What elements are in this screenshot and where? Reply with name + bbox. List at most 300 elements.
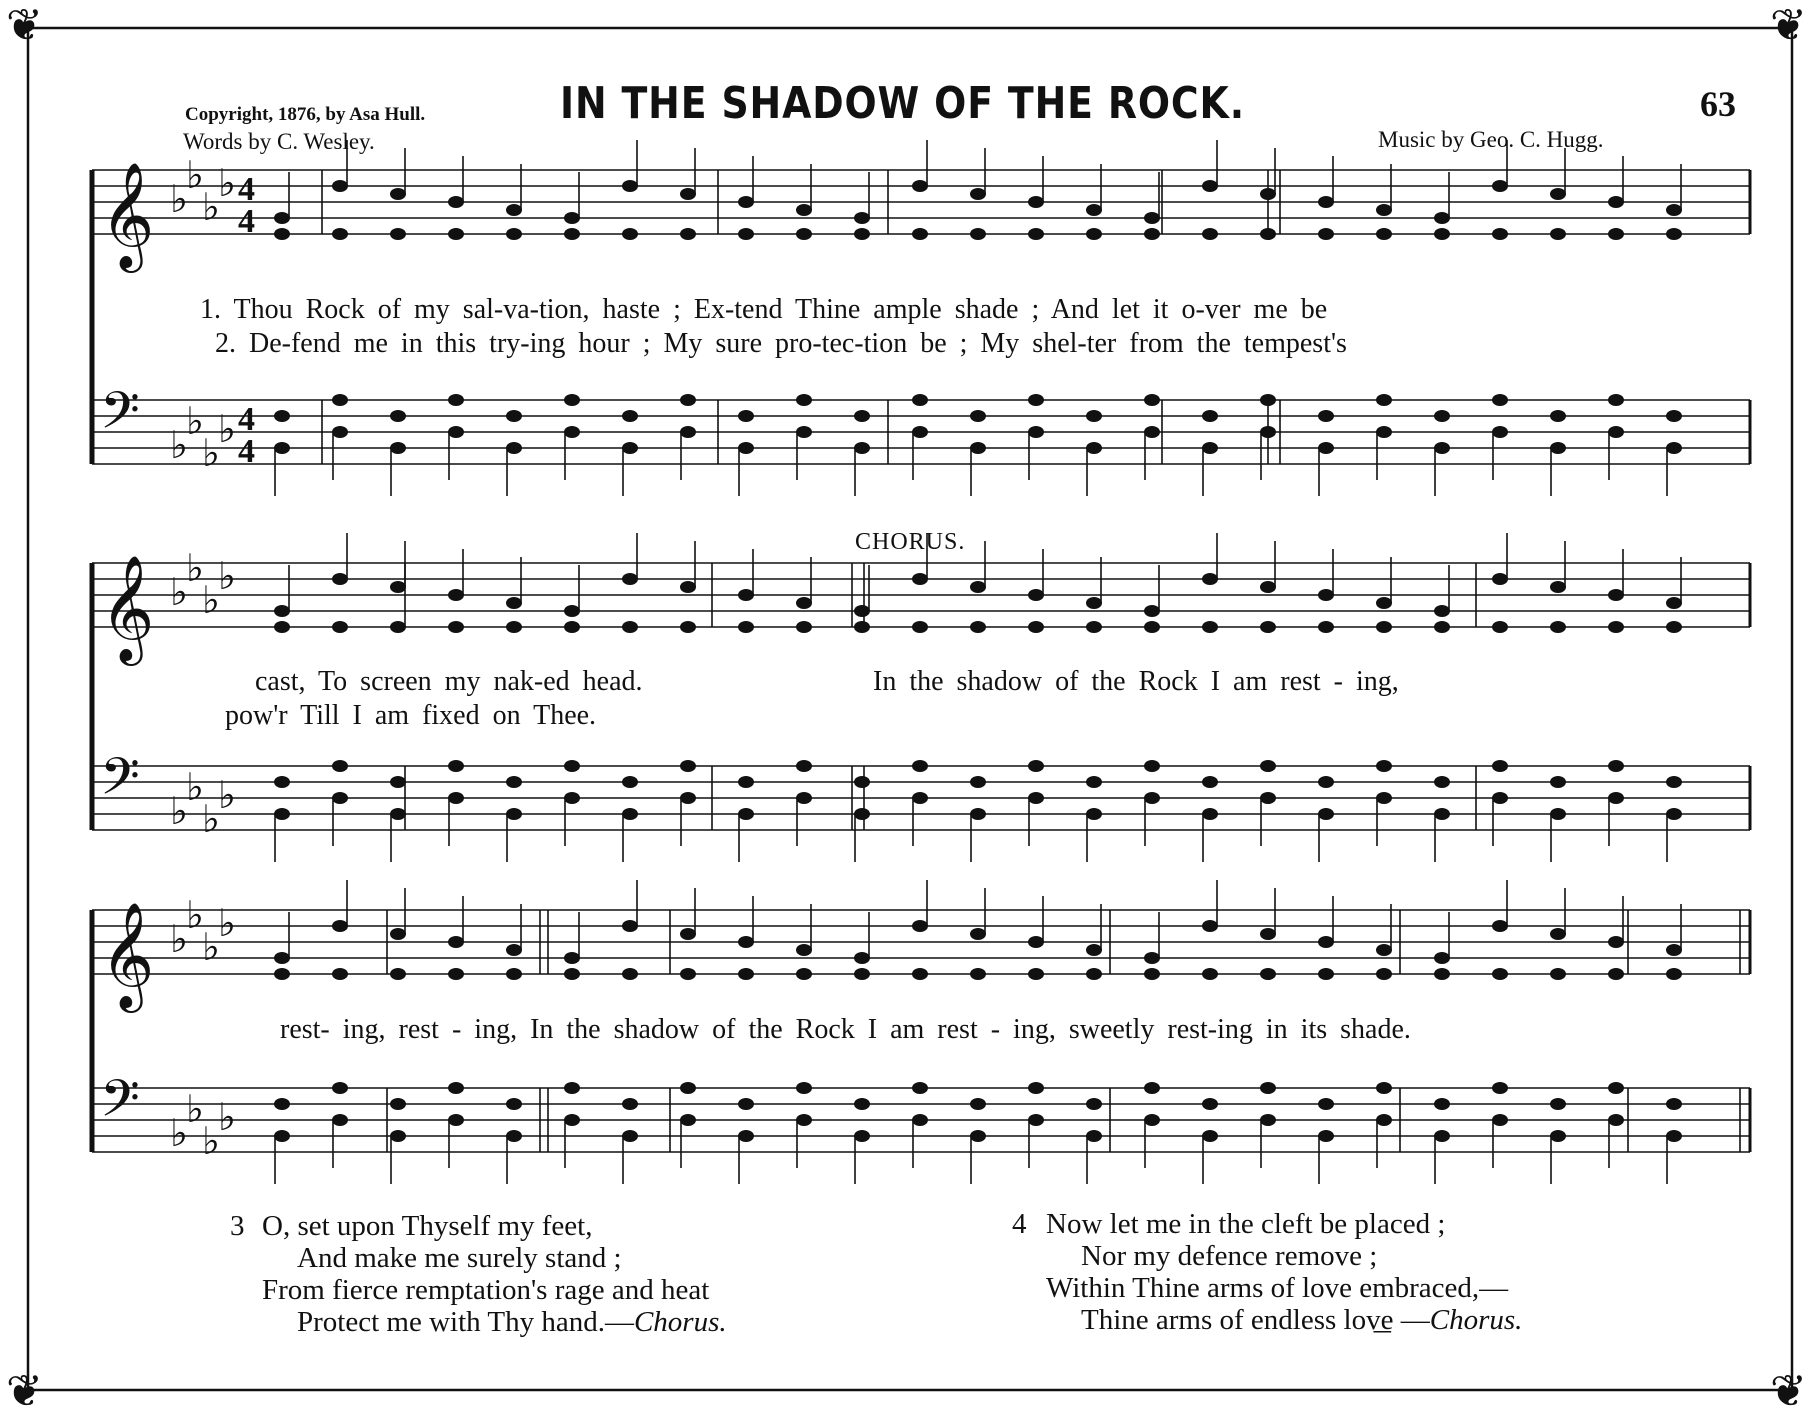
note-head — [1492, 621, 1508, 633]
note-head — [390, 808, 406, 820]
note-head — [854, 621, 870, 633]
note-head — [1492, 760, 1508, 772]
note-head — [506, 597, 522, 609]
flat-icon: ♭ — [186, 1087, 204, 1131]
note-head — [854, 952, 870, 964]
chorus-label: CHORUS. — [855, 529, 966, 555]
note-head — [1376, 394, 1392, 406]
note-head — [1260, 792, 1276, 804]
note-head — [1608, 1114, 1624, 1126]
note-head — [1144, 212, 1160, 224]
note-head — [1144, 792, 1160, 804]
flat-icon: ♭ — [170, 177, 188, 221]
note-head — [1492, 426, 1508, 438]
note-head — [1492, 180, 1508, 192]
note-head — [912, 760, 928, 772]
note-head — [738, 196, 754, 208]
note-head — [1144, 968, 1160, 980]
note-head — [1260, 928, 1276, 940]
flat-icon: ♭ — [218, 407, 236, 451]
note-head — [970, 776, 986, 788]
note-head — [448, 394, 464, 406]
note-head — [1318, 808, 1334, 820]
note-head — [506, 410, 522, 422]
time-signature: 4 — [238, 401, 255, 438]
note-head — [738, 621, 754, 633]
stanza-4-number: 4 — [1012, 1208, 1027, 1240]
note-head — [332, 573, 348, 585]
note-head — [738, 1130, 754, 1142]
note-head — [1608, 228, 1624, 240]
note-head — [796, 1114, 812, 1126]
note-head — [970, 188, 986, 200]
note-head — [1202, 442, 1218, 454]
note-head — [506, 442, 522, 454]
note-head — [506, 1098, 522, 1110]
note-head — [1318, 936, 1334, 948]
flat-icon: ♭ — [186, 153, 204, 197]
note-head — [796, 968, 812, 980]
note-head — [854, 410, 870, 422]
note-head — [274, 605, 290, 617]
note-head — [622, 573, 638, 585]
note-head — [680, 1082, 696, 1094]
note-head — [1144, 952, 1160, 964]
note-head — [1550, 581, 1566, 593]
note-head — [274, 621, 290, 633]
copyright-notice: Copyright, 1876, by Asa Hull. — [185, 104, 426, 125]
note-head — [564, 1114, 580, 1126]
note-head — [1086, 228, 1102, 240]
flat-icon: ♭ — [186, 765, 204, 809]
note-head — [1492, 1114, 1508, 1126]
note-head — [1434, 410, 1450, 422]
note-head — [506, 228, 522, 240]
note-head — [912, 228, 928, 240]
note-head — [1492, 228, 1508, 240]
note-head — [506, 808, 522, 820]
note-head — [1666, 1098, 1682, 1110]
note-head — [1550, 968, 1566, 980]
note-head — [970, 228, 986, 240]
note-head — [1666, 410, 1682, 422]
note-head — [622, 410, 638, 422]
note-head — [274, 442, 290, 454]
note-head — [1028, 760, 1044, 772]
note-head — [680, 426, 696, 438]
note-head — [332, 1114, 348, 1126]
note-head — [1028, 196, 1044, 208]
flat-icon: ♭ — [170, 789, 188, 833]
note-head — [912, 621, 928, 633]
flat-icon: ♭ — [170, 1111, 188, 1155]
note-head — [390, 928, 406, 940]
note-head — [1318, 589, 1334, 601]
note-head — [1550, 1130, 1566, 1142]
note-head — [680, 581, 696, 593]
note-head — [680, 968, 696, 980]
note-head — [506, 204, 522, 216]
flat-icon: ♭ — [202, 1119, 220, 1163]
note-head — [1260, 228, 1276, 240]
note-head — [1376, 792, 1392, 804]
note-head — [506, 968, 522, 980]
note-head — [970, 442, 986, 454]
note-head — [1376, 621, 1392, 633]
note-head — [970, 928, 986, 940]
note-head — [854, 808, 870, 820]
note-head — [854, 1098, 870, 1110]
note-head — [1318, 1130, 1334, 1142]
note-head — [1318, 228, 1334, 240]
flat-icon: ♭ — [202, 797, 220, 841]
note-head — [1376, 1082, 1392, 1094]
flat-icon: ♭ — [218, 773, 236, 817]
note-head — [854, 212, 870, 224]
note-head — [680, 394, 696, 406]
note-head — [912, 426, 928, 438]
note-head — [680, 928, 696, 940]
note-head — [1550, 442, 1566, 454]
note-head — [390, 228, 406, 240]
note-head — [506, 621, 522, 633]
note-head — [1202, 776, 1218, 788]
note-head — [1376, 968, 1392, 980]
note-head — [1028, 792, 1044, 804]
note-head — [1434, 952, 1450, 964]
note-head — [1550, 928, 1566, 940]
note-head — [738, 808, 754, 820]
note-head — [912, 180, 928, 192]
note-head — [564, 792, 580, 804]
note-head — [1086, 410, 1102, 422]
note-head — [1434, 621, 1450, 633]
note-head — [970, 581, 986, 593]
flat-icon: ♭ — [186, 893, 204, 937]
note-head — [1260, 968, 1276, 980]
corner-ornament-icon: ❦ — [6, 1366, 43, 1417]
note-head — [1144, 621, 1160, 633]
note-head — [1202, 808, 1218, 820]
note-head — [274, 1130, 290, 1142]
lyric-line-verse2: 2. De-fend me in this try-ing hour ; My sure pro-tec-tion be ; My shel-ter from the tempest's — [215, 328, 1347, 359]
stanza-4-line-1: Now let me in the cleft be placed ; — [1046, 1208, 1446, 1240]
note-head — [1434, 1130, 1450, 1142]
note-head — [1376, 1114, 1392, 1126]
note-head — [796, 621, 812, 633]
note-head — [1666, 442, 1682, 454]
note-head — [1550, 188, 1566, 200]
flat-icon: ♭ — [218, 554, 236, 598]
lyric-line-verse1: 1. Thou Rock of my sal-va-tion, haste ; Ex-tend Thine ample shade ; And let it o-ver me be — [200, 294, 1328, 325]
note-head — [1260, 188, 1276, 200]
note-head — [332, 621, 348, 633]
note-head — [622, 442, 638, 454]
note-head — [1666, 808, 1682, 820]
note-head — [1434, 808, 1450, 820]
note-head — [1144, 1082, 1160, 1094]
note-head — [332, 394, 348, 406]
note-head — [274, 776, 290, 788]
note-head — [738, 410, 754, 422]
note-head — [448, 621, 464, 633]
note-head — [1608, 589, 1624, 601]
note-head — [1318, 410, 1334, 422]
note-head — [390, 621, 406, 633]
note-head — [1492, 394, 1508, 406]
note-head — [274, 228, 290, 240]
note-head — [1608, 792, 1624, 804]
time-signature: 4 — [238, 203, 255, 240]
note-head — [1666, 204, 1682, 216]
note-head — [274, 1098, 290, 1110]
note-head — [1086, 944, 1102, 956]
note-head — [622, 808, 638, 820]
chorus-mark: Chorus. — [1429, 1304, 1523, 1336]
note-head — [1666, 621, 1682, 633]
note-head — [1086, 808, 1102, 820]
note-head — [332, 180, 348, 192]
note-head — [1550, 776, 1566, 788]
note-head — [622, 968, 638, 980]
note-head — [332, 1082, 348, 1094]
note-head — [332, 228, 348, 240]
note-head — [622, 228, 638, 240]
note-head — [274, 968, 290, 980]
note-head — [1434, 605, 1450, 617]
note-head — [738, 968, 754, 980]
note-head — [912, 573, 928, 585]
treble-clef-icon: 𝄞 — [100, 161, 155, 268]
bass-clef-icon: 𝄢 — [100, 746, 140, 819]
page-number: 63 — [1700, 84, 1736, 124]
note-head — [448, 228, 464, 240]
note-head — [1608, 394, 1624, 406]
note-head — [1666, 228, 1682, 240]
note-head — [796, 944, 812, 956]
note-head — [564, 212, 580, 224]
note-head — [564, 968, 580, 980]
note-head — [796, 228, 812, 240]
note-head — [1608, 968, 1624, 980]
note-head — [1608, 621, 1624, 633]
note-head — [912, 394, 928, 406]
note-head — [506, 1130, 522, 1142]
note-head — [564, 426, 580, 438]
note-head — [564, 760, 580, 772]
note-head — [390, 188, 406, 200]
flat-icon: ♭ — [202, 925, 220, 969]
note-head — [622, 1098, 638, 1110]
note-head — [738, 589, 754, 601]
note-head — [1028, 936, 1044, 948]
note-head — [854, 776, 870, 788]
note-head — [1608, 760, 1624, 772]
note-head — [1028, 1082, 1044, 1094]
note-head — [1550, 228, 1566, 240]
note-head — [854, 968, 870, 980]
note-head — [1028, 228, 1044, 240]
note-head — [274, 952, 290, 964]
note-head — [448, 1114, 464, 1126]
flat-icon: ♭ — [170, 917, 188, 961]
note-head — [970, 1130, 986, 1142]
note-head — [1318, 621, 1334, 633]
note-head — [564, 394, 580, 406]
note-head — [1492, 968, 1508, 980]
lyric-line-verse2-end: pow'r Till I am fixed on Thee. — [225, 700, 597, 731]
note-head — [332, 920, 348, 932]
note-head — [1202, 920, 1218, 932]
note-head — [796, 394, 812, 406]
note-head — [390, 410, 406, 422]
flat-icon: ♭ — [218, 1095, 236, 1139]
note-head — [1028, 621, 1044, 633]
note-head — [1260, 760, 1276, 772]
note-head — [1144, 760, 1160, 772]
note-head — [274, 808, 290, 820]
stanza-3-line-4: Protect me with Thy hand.—Chorus. — [297, 1306, 727, 1338]
note-head — [1144, 228, 1160, 240]
note-head — [1550, 621, 1566, 633]
note-head — [796, 1082, 812, 1094]
stanza-4-line-4: Thine arms of endless lov͟e —Chorus. — [1081, 1304, 1523, 1336]
note-head — [1434, 776, 1450, 788]
note-head — [390, 1098, 406, 1110]
lyric-line-verse1-end: cast, To screen my nak-ed head. — [255, 666, 643, 697]
note-head — [1550, 410, 1566, 422]
stanza-4-line-3: Within Thine arms of love embraced,— — [1046, 1272, 1509, 1304]
note-head — [1144, 1114, 1160, 1126]
flat-icon: ♭ — [218, 161, 236, 205]
note-head — [1086, 1098, 1102, 1110]
note-head — [738, 776, 754, 788]
note-head — [564, 1082, 580, 1094]
note-head — [564, 952, 580, 964]
note-head — [1202, 968, 1218, 980]
note-head — [1608, 1082, 1624, 1094]
note-head — [564, 228, 580, 240]
stanza-3-line-1: O, set upon Thyself my feet, — [262, 1210, 593, 1242]
note-head — [1434, 212, 1450, 224]
note-head — [622, 920, 638, 932]
note-head — [1550, 1098, 1566, 1110]
note-head — [680, 760, 696, 772]
note-head — [1144, 605, 1160, 617]
note-head — [854, 1130, 870, 1142]
note-head — [1666, 968, 1682, 980]
note-head — [448, 760, 464, 772]
note-head — [1260, 1114, 1276, 1126]
note-head — [854, 605, 870, 617]
note-head — [796, 597, 812, 609]
note-head — [796, 204, 812, 216]
note-head — [970, 808, 986, 820]
note-head — [680, 1114, 696, 1126]
note-head — [274, 410, 290, 422]
note-head — [332, 426, 348, 438]
note-head — [1608, 196, 1624, 208]
note-head — [448, 589, 464, 601]
note-head — [1260, 394, 1276, 406]
note-head — [1086, 204, 1102, 216]
note-head — [1376, 228, 1392, 240]
note-head — [738, 1098, 754, 1110]
lyric-line-chorus-a: In the shadow of the Rock I am rest - ing, — [873, 666, 1399, 697]
note-head — [970, 968, 986, 980]
note-head — [1202, 228, 1218, 240]
note-head — [912, 920, 928, 932]
note-head — [1202, 573, 1218, 585]
note-head — [680, 228, 696, 240]
note-head — [622, 1130, 638, 1142]
flat-icon: ♭ — [202, 431, 220, 475]
note-head — [1666, 944, 1682, 956]
note-head — [1202, 1130, 1218, 1142]
note-head — [1086, 442, 1102, 454]
note-head — [332, 792, 348, 804]
stanza-4-line-2: Nor my defence remove ; — [1081, 1240, 1378, 1272]
note-head — [1086, 1130, 1102, 1142]
note-head — [564, 605, 580, 617]
note-head — [1028, 1114, 1044, 1126]
lyric-line-chorus-b: rest- ing, rest - ing, In the shadow of the Rock I am rest - ing, sweetly rest-ing in its shade. — [280, 1014, 1411, 1045]
bass-clef-icon: 𝄢 — [100, 1068, 140, 1141]
note-head — [1318, 442, 1334, 454]
note-head — [680, 792, 696, 804]
note-head — [1260, 1082, 1276, 1094]
note-head — [1028, 426, 1044, 438]
note-head — [448, 1082, 464, 1094]
note-head — [622, 180, 638, 192]
note-head — [390, 1130, 406, 1142]
note-head — [912, 968, 928, 980]
note-head — [390, 968, 406, 980]
note-head — [1086, 968, 1102, 980]
corner-ornament-icon: ❦ — [1770, 0, 1807, 51]
note-head — [1666, 776, 1682, 788]
flat-icon: ♭ — [186, 399, 204, 443]
note-head — [1434, 228, 1450, 240]
note-head — [332, 968, 348, 980]
hymn-title: IN THE SHADOW OF THE ROCK. — [560, 78, 1245, 129]
note-head — [1318, 1098, 1334, 1110]
note-head — [1434, 1098, 1450, 1110]
note-head — [1086, 776, 1102, 788]
note-head — [1318, 776, 1334, 788]
flat-icon: ♭ — [218, 901, 236, 945]
note-head — [1202, 410, 1218, 422]
flat-icon: ♭ — [186, 546, 204, 590]
note-head — [1608, 426, 1624, 438]
note-head — [970, 1098, 986, 1110]
note-head — [1144, 426, 1160, 438]
chorus-mark: Chorus. — [633, 1306, 727, 1338]
note-head — [1260, 426, 1276, 438]
note-head — [1202, 180, 1218, 192]
note-head — [1318, 968, 1334, 980]
note-head — [1376, 944, 1392, 956]
flat-icon: ♭ — [170, 423, 188, 467]
note-head — [622, 621, 638, 633]
note-head — [1434, 442, 1450, 454]
note-head — [1202, 1098, 1218, 1110]
note-head — [1260, 581, 1276, 593]
note-head — [448, 936, 464, 948]
note-head — [1666, 597, 1682, 609]
flat-icon: ♭ — [170, 570, 188, 614]
note-head — [912, 1114, 928, 1126]
